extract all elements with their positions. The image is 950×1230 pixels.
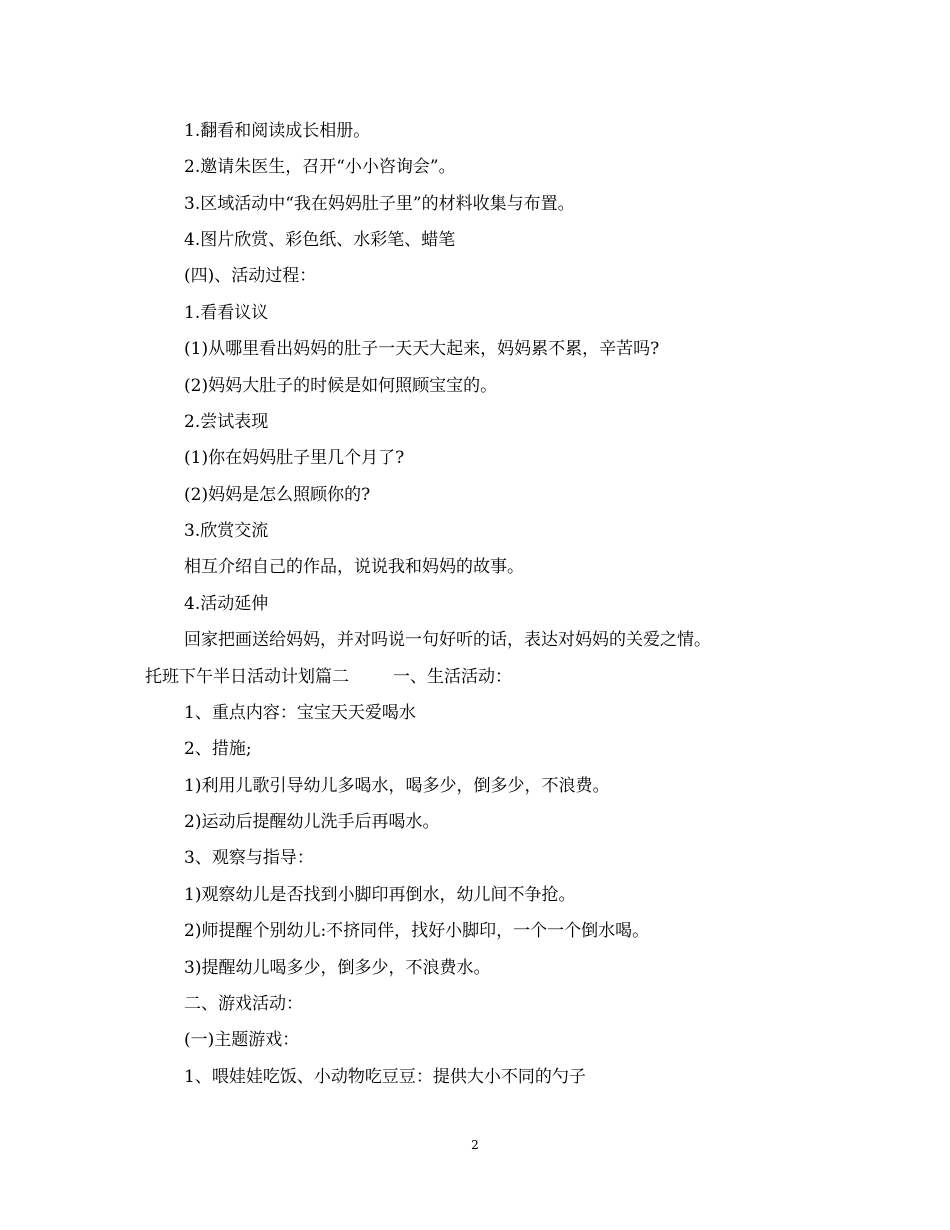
- text-line: (一)主题游戏：: [184, 1030, 300, 1050]
- text-line: (2)妈妈是怎么照顾你的?: [184, 485, 371, 505]
- text-line: 1、喂娃娃吃饭、小动物吃豆豆：提供大小不同的勺子: [184, 1067, 586, 1087]
- text-line: 1、重点内容：宝宝天天爱喝水: [184, 703, 416, 723]
- text-line: 3、观察与指导：: [184, 848, 314, 868]
- text-line: 4.活动延伸: [184, 594, 269, 614]
- text-line: 1.翻看和阅读成长相册。: [184, 121, 371, 141]
- section-subtitle: 一、生活活动：: [393, 667, 512, 687]
- text-line: (四)、活动过程：: [184, 266, 317, 286]
- text-line: 2)师提醒个别幼儿:不挤同伴，找好小脚印，一个一个倒水喝。: [184, 921, 650, 941]
- text-line: 3.区域活动中“我在妈妈肚子里”的材料收集与布置。: [184, 194, 575, 214]
- text-line: 2.邀请朱医生，召开“小小咨询会”。: [184, 157, 456, 177]
- text-line: 1)观察幼儿是否找到小脚印再倒水，幼儿间不争抢。: [184, 885, 576, 905]
- section-title: 托班下午半日活动计划篇二: [145, 667, 349, 687]
- text-line: 4.图片欣赏、彩色纸、水彩笔、蜡笔: [184, 230, 456, 250]
- text-line: 3)提醒幼儿喝多少，倒多少，不浪费水。: [184, 958, 491, 978]
- text-line: 二、游戏活动：: [184, 994, 303, 1014]
- page-number: 2: [471, 1138, 479, 1152]
- text-line: (2)妈妈大肚子的时候是如何照顾宝宝的。: [184, 376, 498, 396]
- text-line: (1)你在妈妈肚子里几个月了?: [184, 448, 405, 468]
- text-line: 相互介绍自己的作品，说说我和妈妈的故事。: [184, 557, 524, 577]
- text-line: 回家把画送给妈妈，并对吗说一句好听的话，表达对妈妈的关爱之情。: [184, 630, 711, 650]
- text-line: 1.看看议议: [184, 303, 269, 323]
- text-line: 2、措施;: [184, 739, 252, 759]
- text-line: 3.欣赏交流: [184, 521, 269, 541]
- text-line: 2.尝试表现: [184, 412, 269, 432]
- text-line: 1)利用儿歌引导幼儿多喝水，喝多少，倒多少，不浪费。: [184, 776, 610, 796]
- text-line: 2)运动后提醒幼儿洗手后再喝水。: [184, 812, 440, 832]
- text-line: (1)从哪里看出妈妈的肚子一天天大起来，妈妈累不累，辛苦吗?: [184, 339, 660, 359]
- section-heading: [145, 667, 512, 687]
